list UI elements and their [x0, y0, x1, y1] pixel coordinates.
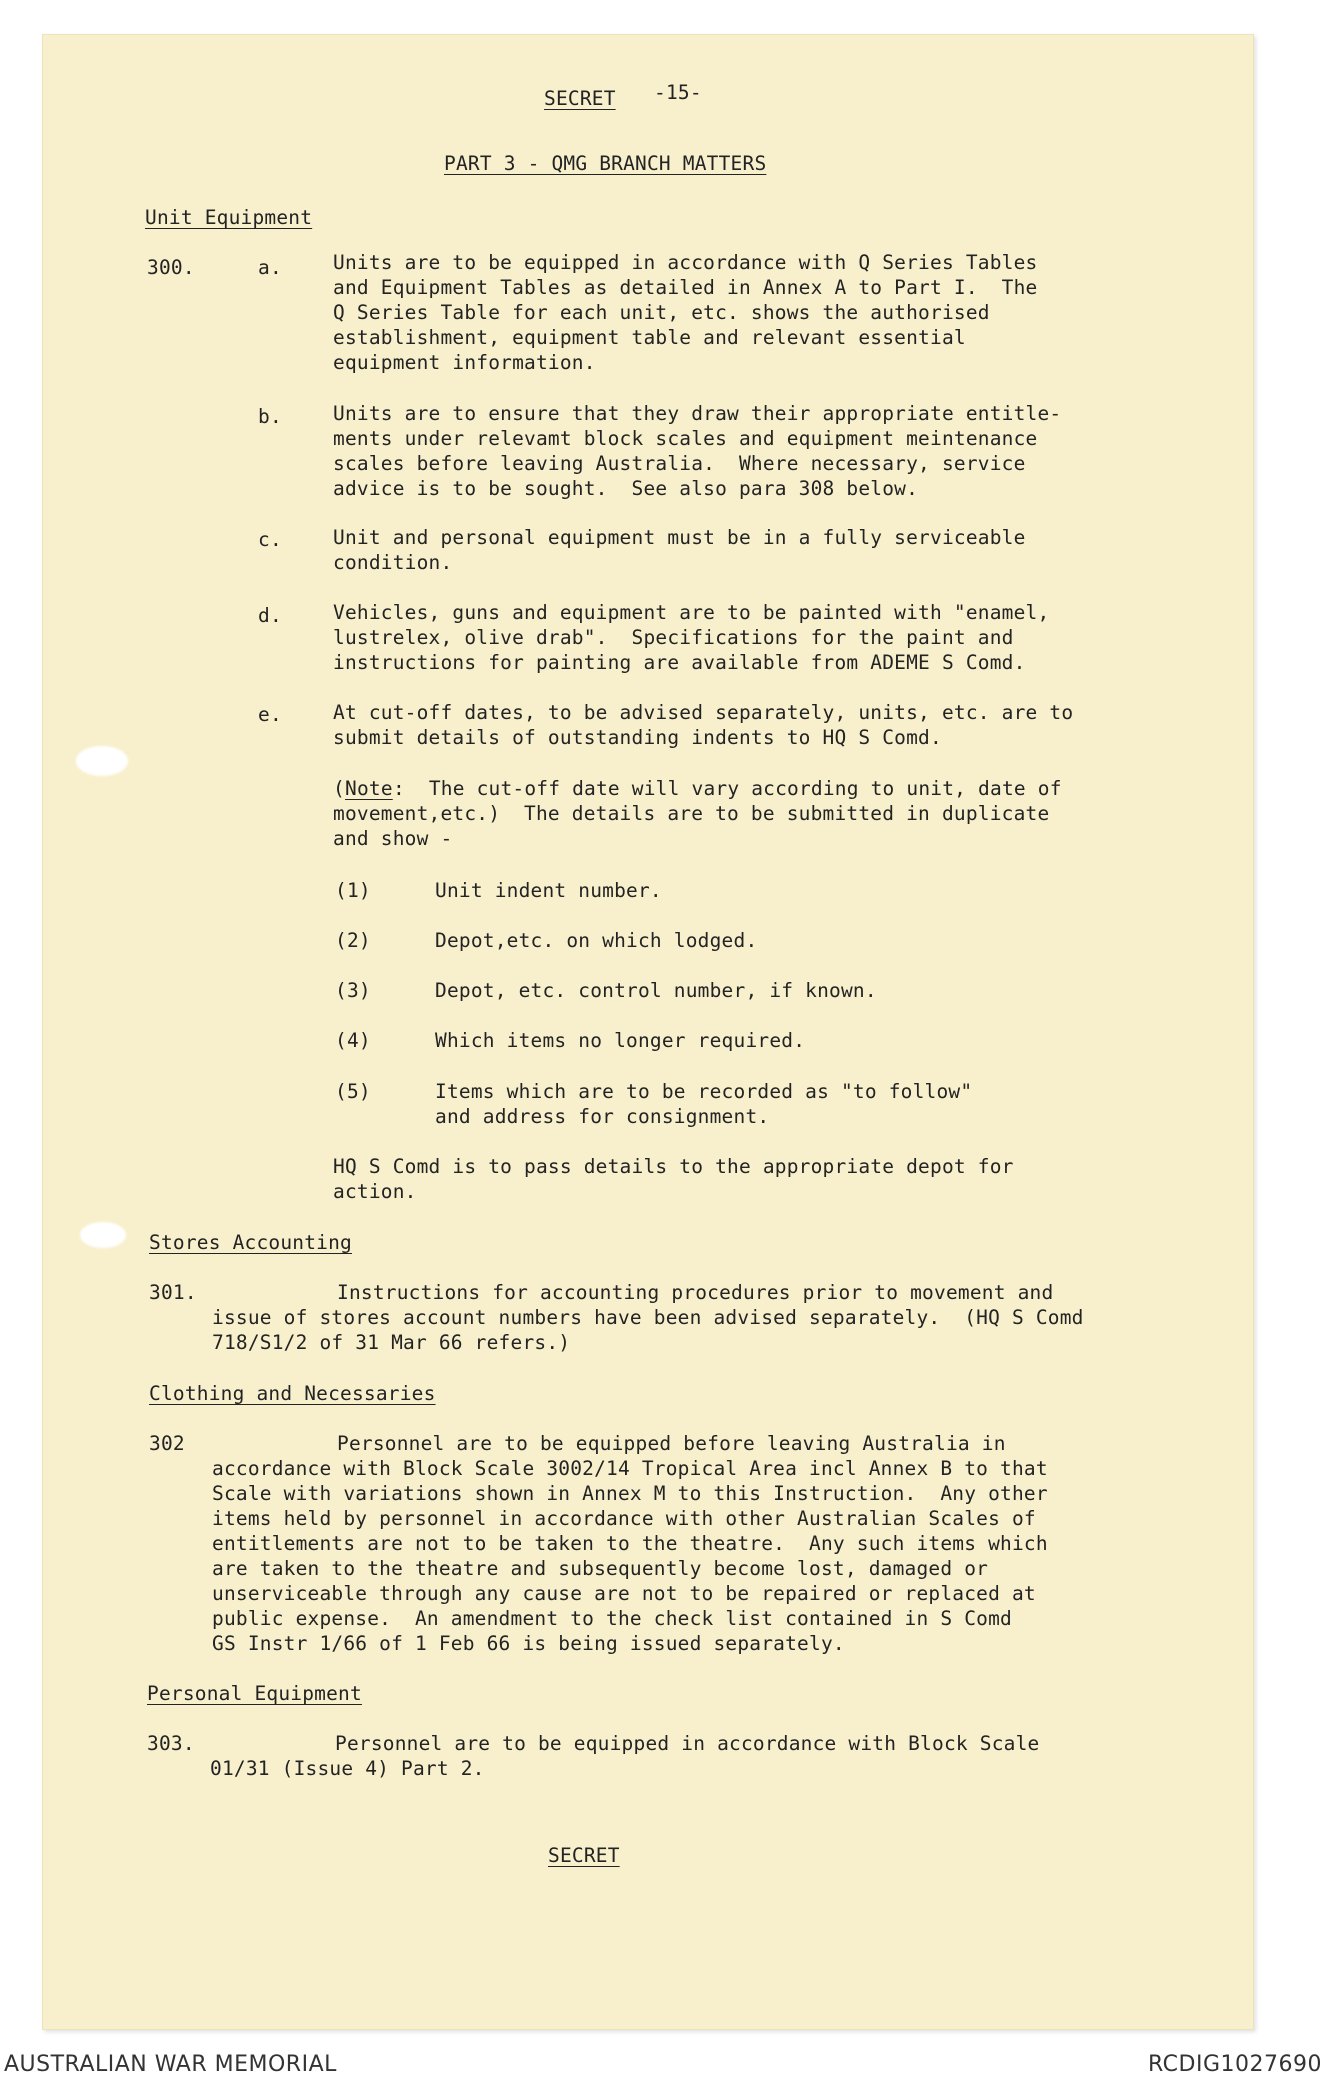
- text-line: instructions for painting are available from ADEME S Comd.: [333, 651, 1026, 674]
- subitem-text-1: Unit indent number.: [435, 879, 662, 902]
- text-line: items held by personnel in accordance with other Australian Scales of: [212, 1507, 1036, 1530]
- item-label-c: c.: [258, 528, 282, 551]
- text-line: 01/31 (Issue 4) Part 2.: [210, 1757, 485, 1780]
- subitem-text-4: Which items no longer required.: [435, 1029, 806, 1052]
- text-line: issue of stores account numbers have been advised separately. (HQ S Comd: [212, 1306, 1084, 1329]
- text-line: : The cut-off date will vary according to unit, date of: [393, 777, 1062, 800]
- subitem-text-3: Depot, etc. control number, if known.: [435, 979, 877, 1002]
- text-line: Personnel are to be equipped before leaving Australia in: [337, 1432, 1006, 1455]
- text-line: condition.: [333, 551, 453, 574]
- text-line: and show -: [333, 827, 453, 850]
- item-label-e: e.: [258, 703, 282, 726]
- punch-hole-bottom: [80, 1222, 126, 1248]
- text-line: Vehicles, guns and equipment are to be painted with "enamel,: [333, 601, 1050, 624]
- section-heading-personal-equipment: Personal Equipment: [147, 1682, 362, 1705]
- para-number-302: 302: [149, 1432, 185, 1455]
- text-line: ments under relevamt block scales and equipment meintenance: [333, 427, 1038, 450]
- punch-hole-top: [76, 746, 128, 776]
- note-label: Note: [345, 777, 393, 800]
- text-line: submit details of outstanding indents to HQ S Comd.: [333, 726, 942, 749]
- text-line: equipment information.: [333, 351, 596, 374]
- text-line: Q Series Table for each unit, etc. shows the authorised: [333, 301, 990, 324]
- text-line: accordance with Block Scale 3002/14 Tropical Area incl Annex B to that: [212, 1457, 1048, 1480]
- para-number-300: 300.: [147, 256, 195, 279]
- archive-id: RCDIG1027690: [1147, 2052, 1322, 2077]
- subitem-number-1: (1): [335, 879, 371, 902]
- archive-credit: AUSTRALIAN WAR MEMORIAL: [4, 2052, 337, 2077]
- text-line: Units are to be equipped in accordance with Q Series Tables: [333, 251, 1038, 274]
- text-line: Units are to ensure that they draw their appropriate entitle-: [333, 402, 1062, 425]
- text-line: advice is to be sought. See also para 308 below.: [333, 477, 919, 500]
- section-heading-stores-accounting: Stores Accounting: [149, 1231, 352, 1254]
- subitem-number-5: (5): [335, 1080, 371, 1103]
- item-label-b: b.: [258, 405, 282, 428]
- subitem-number-4: (4): [335, 1029, 371, 1052]
- text-line: Unit and personal equipment must be in a fully serviceable: [333, 526, 1026, 549]
- text-line: lustrelex, olive drab". Specifications for the paint and: [333, 626, 1014, 649]
- text-line: unserviceable through any cause are not to be repaired or replaced at: [212, 1582, 1036, 1605]
- para-number-303: 303.: [147, 1732, 195, 1755]
- text-line: Instructions for accounting procedures prior to movement and: [337, 1281, 1054, 1304]
- text-line: public expense. An amendment to the check list contained in S Comd: [212, 1607, 1012, 1630]
- text-line: entitlements are not to be taken to the theatre. Any such items which: [212, 1532, 1048, 1555]
- section-heading-unit-equipment: Unit Equipment: [145, 206, 313, 229]
- text-line: are taken to the theatre and subsequently become lost, damaged or: [212, 1557, 989, 1580]
- closing-line: HQ S Comd is to pass details to the appropriate depot for: [333, 1155, 1014, 1178]
- item-label-a: a.: [258, 256, 282, 279]
- subitem-text-5: Items which are to be recorded as "to follow": [435, 1080, 973, 1103]
- footer-classification: SECRET: [548, 1844, 620, 1867]
- text-line: At cut-off dates, to be advised separately, units, etc. are to: [333, 701, 1074, 724]
- header-classification: SECRET: [544, 87, 616, 110]
- text-line: establishment, equipment table and relevant essential: [333, 326, 966, 349]
- subitem-text-2: Depot,etc. on which lodged.: [435, 929, 758, 952]
- subitem-number-3: (3): [335, 979, 371, 1002]
- text-line: 718/S1/2 of 31 Mar 66 refers.): [212, 1331, 571, 1354]
- part-title: PART 3 - QMG BRANCH MATTERS: [444, 152, 767, 175]
- closing-line: action.: [333, 1180, 417, 1203]
- section-heading-clothing: Clothing and Necessaries: [149, 1382, 436, 1405]
- page-number: -15-: [654, 81, 702, 104]
- text-line: and Equipment Tables as detailed in Annex A to Part I. The: [333, 276, 1038, 299]
- text-line: scales before leaving Australia. Where necessary, service: [333, 452, 1026, 475]
- item-label-d: d.: [258, 604, 282, 627]
- subitem-text-5-cont: and address for consignment.: [435, 1105, 770, 1128]
- text-line: Personnel are to be equipped in accordance with Block Scale: [335, 1732, 1040, 1755]
- subitem-number-2: (2): [335, 929, 371, 952]
- text-line: Scale with variations shown in Annex M to this Instruction. Any other: [212, 1482, 1048, 1505]
- text-line: movement,etc.) The details are to be submitted in duplicate: [333, 802, 1050, 825]
- para-number-301: 301.: [149, 1281, 197, 1304]
- text-line: GS Instr 1/66 of 1 Feb 66 is being issued separately.: [212, 1632, 845, 1655]
- note-open-paren: (: [333, 777, 345, 800]
